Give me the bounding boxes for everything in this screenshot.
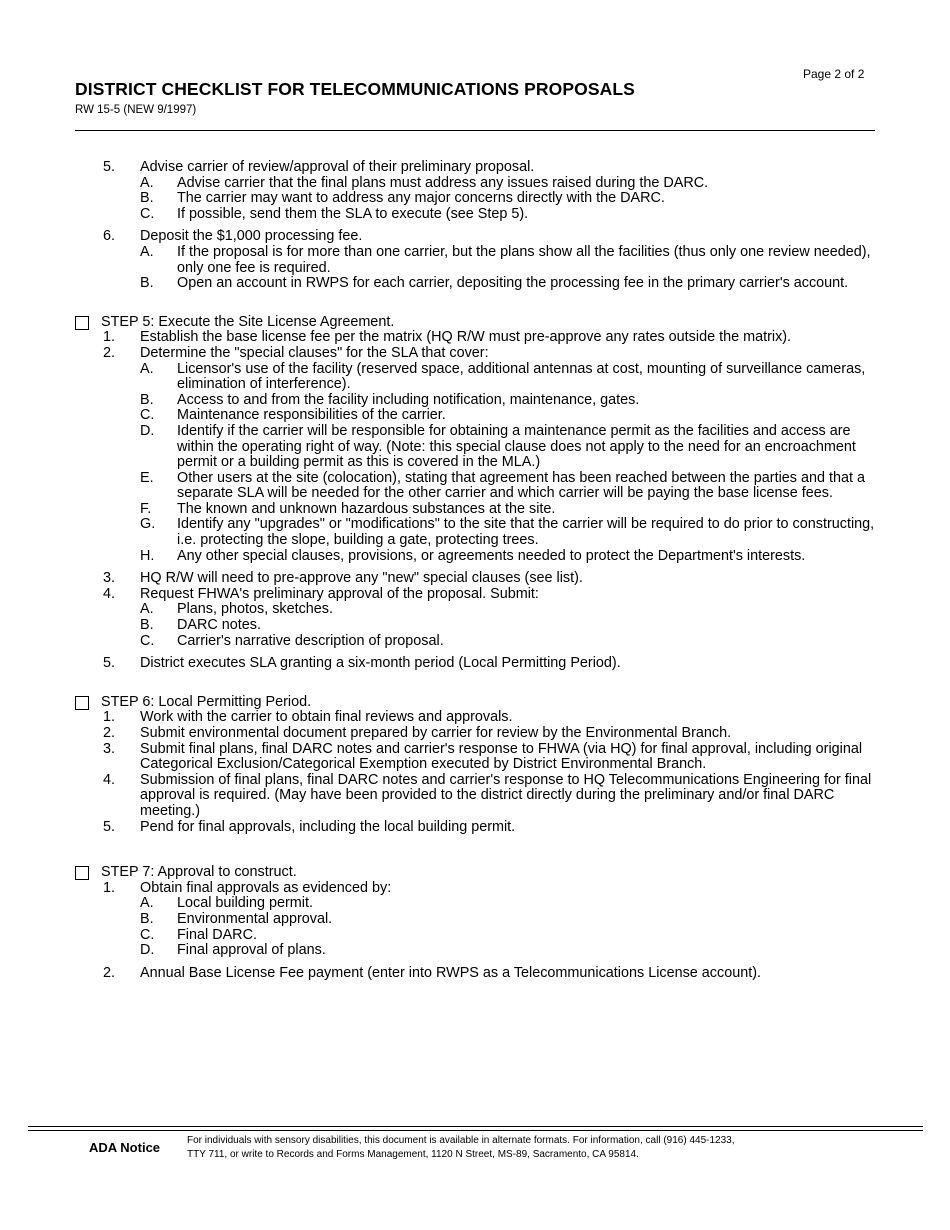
ada-notice-label: ADA Notice (89, 1140, 161, 1155)
list-item: 3. Submit final plans, final DARC notes and carrier's response to FHWA (via HQ) for final approval, including original Categorical Exclusion/Categorical Exemption executed by District Environmental Branch. (103, 740, 863, 773)
checklist-body (75, 160, 885, 981)
list-item: 6. Deposit the $1,000 processing fee. (103, 228, 363, 245)
sub-item: D. Final approval of plans. (140, 942, 326, 959)
form-number: RW 15-5 (NEW 9/1997) (75, 104, 197, 116)
sub-item: F. The known and unknown hazardous substances at the site. (140, 500, 556, 517)
sub-item: A. If the proposal is for more than one carrier, but the plans show all the facilities (thus only one review needed), only one fee is required. (140, 243, 871, 276)
list-item: 4. Submission of final plans, final DARC notes and carrier's response to HQ Telecommunications Engineering for final approval is required. (May have been provided to the district directly during the preliminary and/or final DARC meeting.) (103, 771, 872, 819)
sub-item: B. DARC notes. (140, 617, 261, 634)
list-item: 5. Advise carrier of review/approval of their preliminary proposal. (103, 159, 535, 175)
sub-item: C. Final DARC. (140, 926, 257, 943)
sub-item: H. Any other special clauses, provisions, or agreements needed to protect the Department's interests. (140, 547, 806, 564)
ada-notice-text: For individuals with sensory disabilities, this document is available in alternate formats. For information, call (916) 445-1233, TTY 711, or write to Records and Forms Management, 1120 N Street, MS-89, Sacramento, CA 95814. (187, 1135, 735, 1160)
sub-item: C. Carrier's narrative description of proposal. (140, 632, 444, 649)
sub-item: B. Environmental approval. (140, 910, 333, 927)
list-item: 5. District executes SLA granting a six-month period (Local Permitting Period). (103, 655, 621, 672)
footer-rule (28, 1130, 923, 1131)
sub-item: B. The carrier may want to address any major concerns directly with the DARC. (140, 190, 665, 207)
sub-item: E. Other users at the site (colocation), stating that agreement has been reached between the parties and that a separate SLA will be needed for the other carrier and which carrier will be paying the base license fees. (140, 469, 865, 502)
header-rule (75, 130, 875, 131)
list-item: 1. Work with the carrier to obtain final reviews and approvals. (103, 709, 513, 726)
step-6-heading: STEP 6: Local Permitting Period. (75, 695, 885, 711)
step-5-checkbox[interactable] (75, 316, 89, 330)
step-7-checkbox[interactable] (75, 866, 89, 880)
sub-item: B. Access to and from the facility including notification, maintenance, gates. (140, 391, 640, 408)
list-item: 2. Submit environmental document prepared by carrier for review by the Environmental Branch. (103, 725, 732, 741)
sub-item: G. Identify any "upgrades" or "modifications" to the site that the carrier will be required to do prior to constructing, i.e. protecting the slope, building a gate, protecting trees. (140, 516, 875, 549)
sub-item: A. Advise carrier that the final plans must address any issues raised during the DARC. (140, 174, 709, 191)
list-item: 1. Establish the base license fee per the matrix (HQ R/W must pre-approve any rates outside the matrix). (103, 329, 792, 346)
sub-item: A. Plans, photos, sketches. (140, 601, 333, 618)
sub-item: C. Maintenance responsibilities of the carrier. (140, 407, 446, 424)
list-item: 1. Obtain final approvals as evidenced by: (103, 879, 392, 896)
step-6-checkbox[interactable] (75, 696, 89, 710)
step-5-heading: STEP 5: Execute the Site License Agreement. (75, 315, 885, 331)
sub-item: A. Local building permit. (140, 895, 313, 912)
sub-item: A. Licensor's use of the facility (reserved space, additional antennas at cost, mounting of surveillance cameras, elimination of interference). (140, 360, 866, 393)
list-item: 2. Determine the "special clauses" for the SLA that cover: (103, 344, 489, 361)
step-7-heading: STEP 7: Approval to construct. (75, 865, 885, 881)
list-item: 5. Pend for final approvals, including the local building permit. (103, 818, 516, 835)
list-item: 2. Annual Base License Fee payment (enter into RWPS as a Telecommunications License account). (103, 964, 761, 981)
list-item: 4. Request FHWA's preliminary approval of the proposal. Submit: (103, 585, 539, 602)
sub-item: D. Identify if the carrier will be responsible for obtaining a maintenance permit as the facilities and access are within the operating right of way. (Note: this special clause does not apply to the need for an encroachment permit or a building permit as this is covered in the MLA.) (140, 422, 856, 471)
footer-rule (28, 1126, 923, 1127)
sub-item: B. Open an account in RWPS for each carrier, depositing the processing fee in the primary carrier's account. (140, 275, 849, 292)
sub-item: C. If possible, send them the SLA to execute (see Step 5). (140, 205, 529, 222)
list-item: 3. HQ R/W will need to pre-approve any "new" special clauses (see list). (103, 570, 583, 587)
page-number: Page 2 of 2 (803, 67, 865, 81)
document-title: DISTRICT CHECKLIST FOR TELECOMMUNICATIONS PROPOSALS (75, 79, 635, 99)
